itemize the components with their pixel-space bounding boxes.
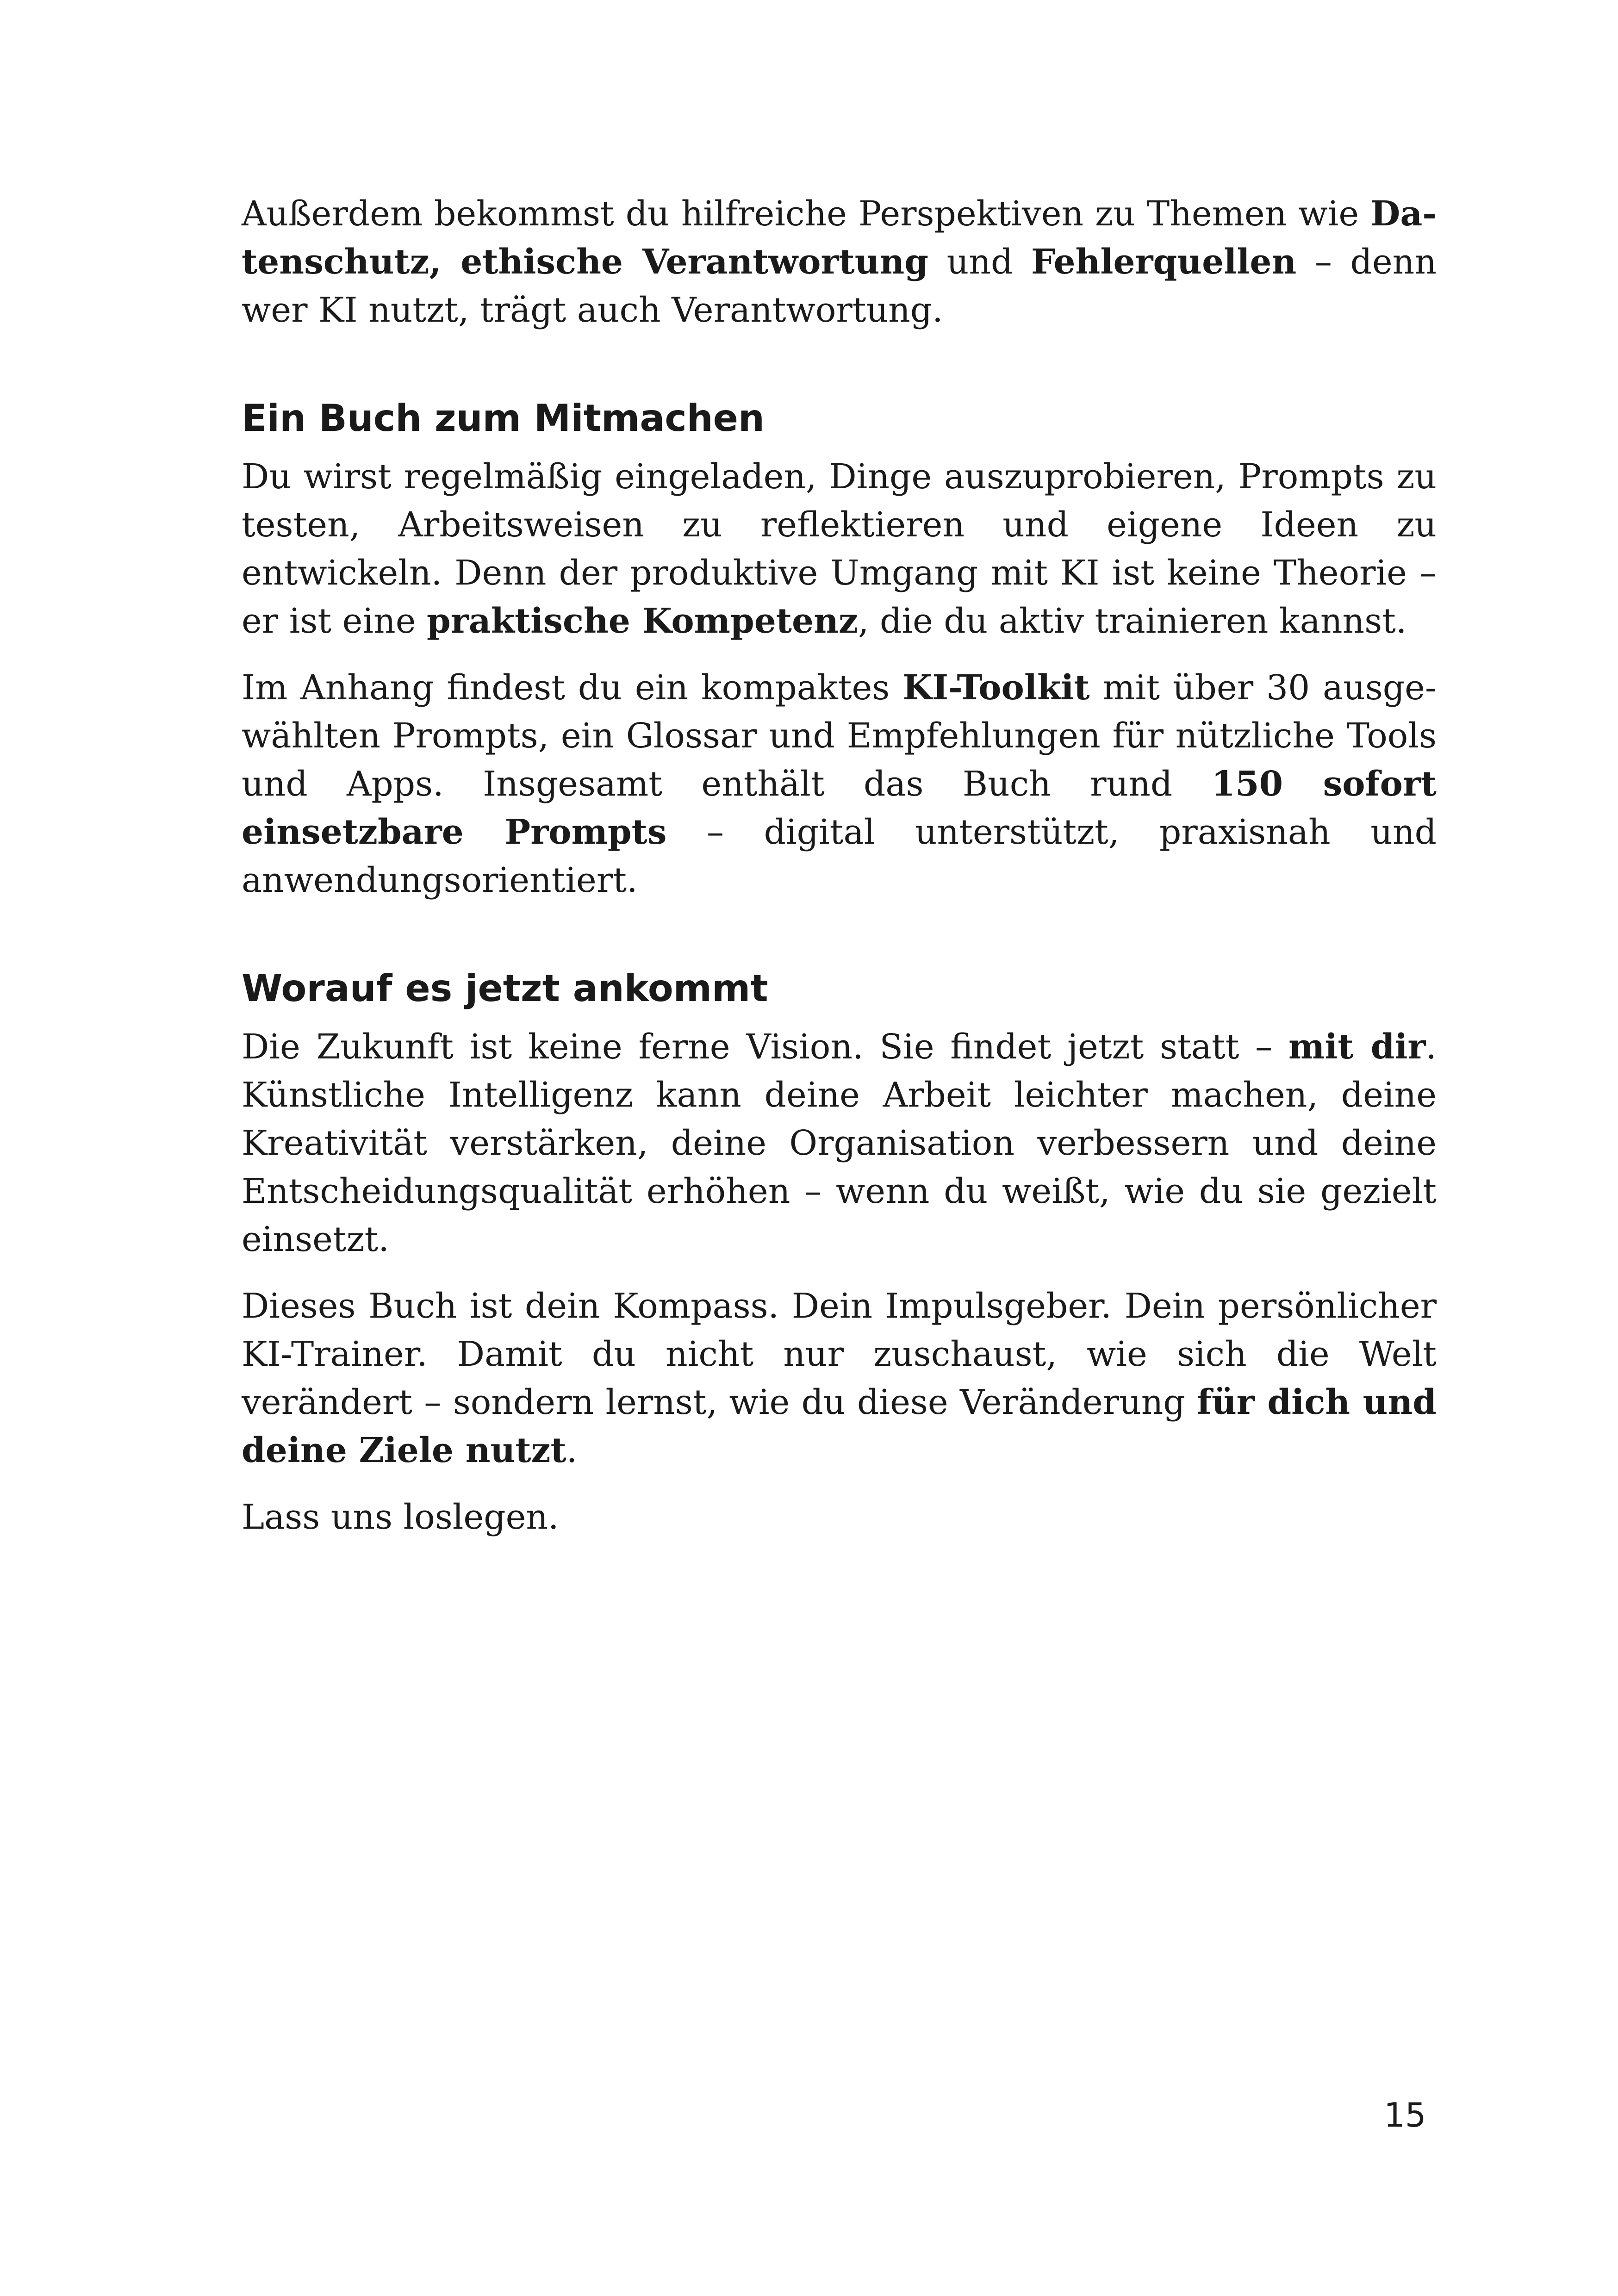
text-run: Im Anhang findest du ein kompaktes xyxy=(242,668,903,708)
section-heading-ankommt: Worauf es jetzt ankommt xyxy=(242,967,768,1010)
text-run: Außerdem bekommst du hilfreiche Perspektiven zu Themen wie xyxy=(242,194,1371,234)
page-number: 15 xyxy=(1384,2096,1426,2134)
text-run: Du wirst regelmäßig eingeladen, Dinge auszuprobieren, Prompts zu testen, Arbeitsweisen zu reflektieren und eigene Ideen zu entwickeln. Denn der produktive Umgang mit KI ist keine Theorie – er ist eine xyxy=(242,457,1437,641)
paragraph-kompass xyxy=(242,1282,1437,1475)
bold-text: 150 sofort einsetzbare Prompts xyxy=(242,764,1437,852)
paragraph-anhang xyxy=(242,664,1437,904)
paragraph-privacy-ethics xyxy=(242,190,1437,334)
bold-text: für dich und deine Ziele nutzt xyxy=(242,1382,1437,1470)
section-heading-mitmachen: Ein Buch zum Mitmachen xyxy=(242,397,765,440)
text-run: Lass uns loslegen. xyxy=(242,1497,559,1537)
text-run: Die Zukunft ist keine ferne Vision. Sie findet jetzt statt – xyxy=(242,1027,1288,1067)
bold-text: Datenschutz, ethische Verantwortung xyxy=(242,194,1437,282)
text-run: Dieses Buch ist dein Kompass. Dein Impulsgeber. Dein persönlicher KI-Trainer. Damit du nicht nur zuschaust, wie sich die Welt verändert – sondern lernst, wie du diese Veränderung xyxy=(242,1286,1437,1422)
bold-text: KI-Toolkit xyxy=(902,668,1090,708)
bold-text: Fehlerquellen xyxy=(1031,242,1297,282)
text-run: – digital unterstützt, praxisnah und anwendungsorientiert. xyxy=(242,812,1437,900)
paragraph-mitmachen xyxy=(242,453,1437,645)
text-run: . Künstliche Intelligenz kann deine Arbeit leichter machen, deine Kreativität verstärken, deine Organisation verbessern und deine Entscheidungsqualität erhöhen – wenn du weißt, wie du sie gezielt einsetzt. xyxy=(242,1027,1437,1259)
text-run: mit über 30 ausgewählten Prompts, ein Glossar und Empfehlungen für nützliche Tools und Apps. Insgesamt enthält das Buch rund xyxy=(242,668,1437,804)
text-run: , die du aktiv trainieren kannst. xyxy=(858,601,1407,641)
bold-text: mit dir xyxy=(1288,1027,1426,1067)
text-run: – denn wer KI nutzt, trägt auch Verantwortung. xyxy=(242,242,1437,330)
bold-text: praktische Kompetenz xyxy=(427,601,858,641)
paragraph-closing xyxy=(242,1493,1437,1541)
page-body xyxy=(242,190,1437,1560)
text-run: und xyxy=(928,242,1031,282)
paragraph-zukunft xyxy=(242,1023,1437,1263)
text-run: . xyxy=(566,1431,578,1470)
